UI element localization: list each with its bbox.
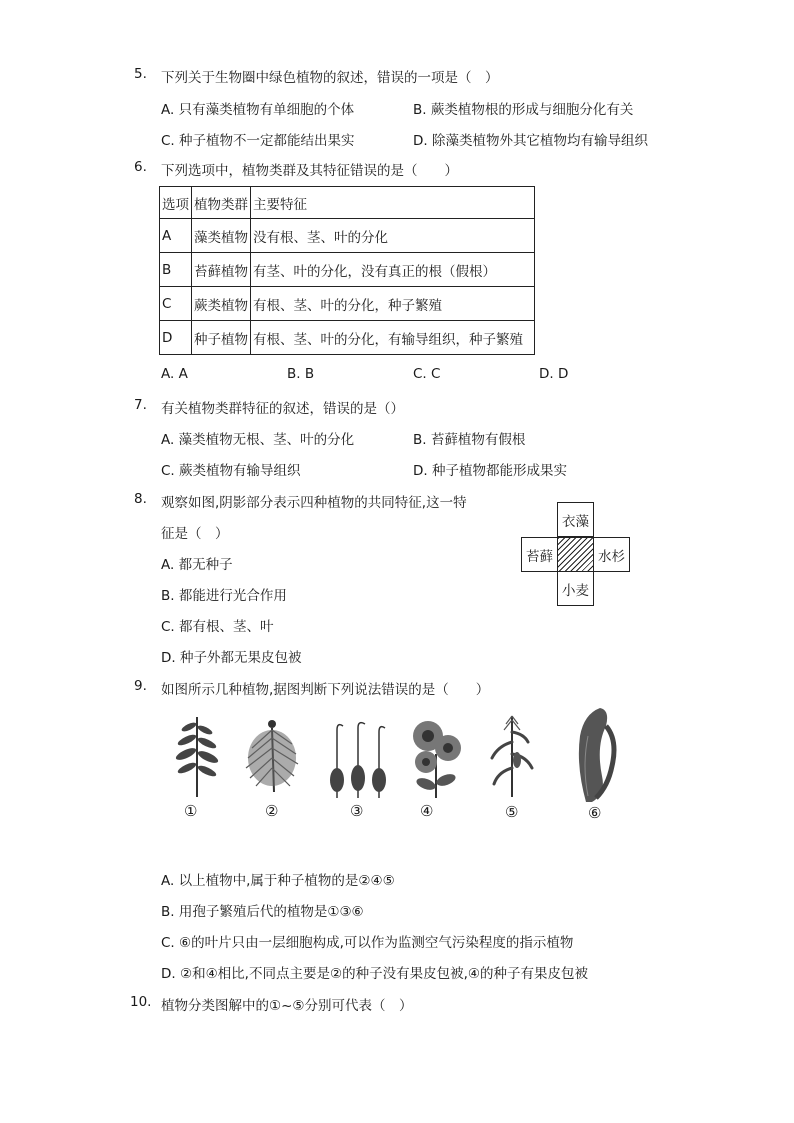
table-cell: 没有根、茎、叶的分化 <box>251 219 535 253</box>
table-cell: B <box>160 253 192 287</box>
question-stem: 有关植物类群特征的叙述，错误的是（） <box>161 401 404 417</box>
figure-cell-top: 衣藻 <box>557 502 594 537</box>
pine-icon <box>242 718 302 793</box>
option-b[interactable]: B. 用孢子繁殖后代的植物是①③⑥ <box>161 904 364 920</box>
figure-label-2: ② <box>265 802 279 820</box>
table-cell: 有茎、叶的分化，没有真正的根（假根） <box>251 253 535 287</box>
figure-cell-right: 水杉 <box>593 537 630 572</box>
figure-label-5: ⑤ <box>505 803 519 821</box>
shaded-common-feature <box>557 537 594 572</box>
question-number: 8. <box>134 491 147 507</box>
table-row <box>160 219 535 253</box>
question-stem: 如图所示几种植物,据图判断下列说法错误的是（ ） <box>161 682 490 698</box>
figure-label-4: ④ <box>420 802 434 820</box>
table-cell: 种子植物 <box>192 321 251 355</box>
option-d[interactable]: D. ②和④相比,不同点主要是②的种子没有果皮包被,④的种子有果皮包被 <box>161 966 588 982</box>
option-c[interactable]: C. 蕨类植物有输导组织 <box>161 463 301 479</box>
question-number: 7. <box>134 397 147 413</box>
question-number: 6. <box>134 159 147 175</box>
question-number: 9. <box>134 678 147 694</box>
fern-icon <box>172 712 222 797</box>
table-cell: 有根、茎、叶的分化，种子繁殖 <box>251 287 535 321</box>
table-header: 主要特征 <box>251 187 535 219</box>
plant-groups-table <box>159 186 535 355</box>
option-d[interactable]: D. D <box>539 366 569 382</box>
question-stem: 观察如图,阴影部分表示四种植物的共同特征,这一特 <box>161 495 467 511</box>
table-header: 植物类群 <box>192 187 251 219</box>
question-stem: 下列选项中，植物类群及其特征错误的是（ ） <box>161 163 458 179</box>
table-row <box>160 287 535 321</box>
table-cell: 苔藓植物 <box>192 253 251 287</box>
option-c[interactable]: C. 都有根、茎、叶 <box>161 619 274 635</box>
option-c[interactable]: C. ⑥的叶片只由一层细胞构成,可以作为监测空气污染程度的指示植物 <box>161 935 574 951</box>
table-cell: 有根、茎、叶的分化，有输导组织，种子繁殖 <box>251 321 535 355</box>
option-b[interactable]: B. B <box>287 366 315 382</box>
kelp-icon <box>566 706 620 804</box>
sunflower-icon <box>406 714 466 799</box>
figure-label-1: ① <box>184 802 198 820</box>
option-a[interactable]: A. 藻类植物无根、茎、叶的分化 <box>161 432 355 448</box>
corn-icon <box>490 712 534 797</box>
option-c[interactable]: C. C <box>413 366 441 382</box>
table-cell: 藻类植物 <box>192 219 251 253</box>
table-row <box>160 253 535 287</box>
question-stem: 下列关于生物圈中绿色植物的叙述，错误的一项是（ ） <box>161 70 499 86</box>
figure-label-3: ③ <box>350 802 364 820</box>
option-d[interactable]: D. 除藻类植物外其它植物均有输导组织 <box>413 133 648 149</box>
table-cell: A <box>160 219 192 253</box>
option-d[interactable]: D. 种子外都无果皮包被 <box>161 650 302 666</box>
table-header: 选项 <box>160 187 192 219</box>
option-a[interactable]: A. A <box>161 366 188 382</box>
option-a[interactable]: A. 都无种子 <box>161 557 233 573</box>
table-row <box>160 321 535 355</box>
figure-cell-bottom: 小麦 <box>557 571 594 606</box>
option-c[interactable]: C. 种子植物不一定都能结出果实 <box>161 133 355 149</box>
option-d[interactable]: D. 种子植物都能形成果实 <box>413 463 567 479</box>
question-stem-continued: 征是（ ） <box>161 526 229 542</box>
table-header-row <box>160 187 535 219</box>
option-a[interactable]: A. 以上植物中,属于种子植物的是②④⑤ <box>161 873 395 889</box>
option-b[interactable]: B. 都能进行光合作用 <box>161 588 287 604</box>
option-b[interactable]: B. 蕨类植物根的形成与细胞分化有关 <box>413 102 634 118</box>
table-cell: C <box>160 287 192 321</box>
table-cell: D <box>160 321 192 355</box>
table-cell: 蕨类植物 <box>192 287 251 321</box>
figure-cell-left: 苔藓 <box>521 537 558 572</box>
option-b[interactable]: B. 苔藓植物有假根 <box>413 432 526 448</box>
figure-label-6: ⑥ <box>588 804 602 822</box>
question-stem: 植物分类图解中的①~⑤分别可代表（ ） <box>161 998 413 1014</box>
moss-icon <box>325 720 391 800</box>
question-number: 5. <box>134 66 147 82</box>
option-a[interactable]: A. 只有藻类植物有单细胞的个体 <box>161 102 355 118</box>
plant-venn-cross-figure <box>521 502 629 606</box>
question-number: 10. <box>130 994 152 1010</box>
